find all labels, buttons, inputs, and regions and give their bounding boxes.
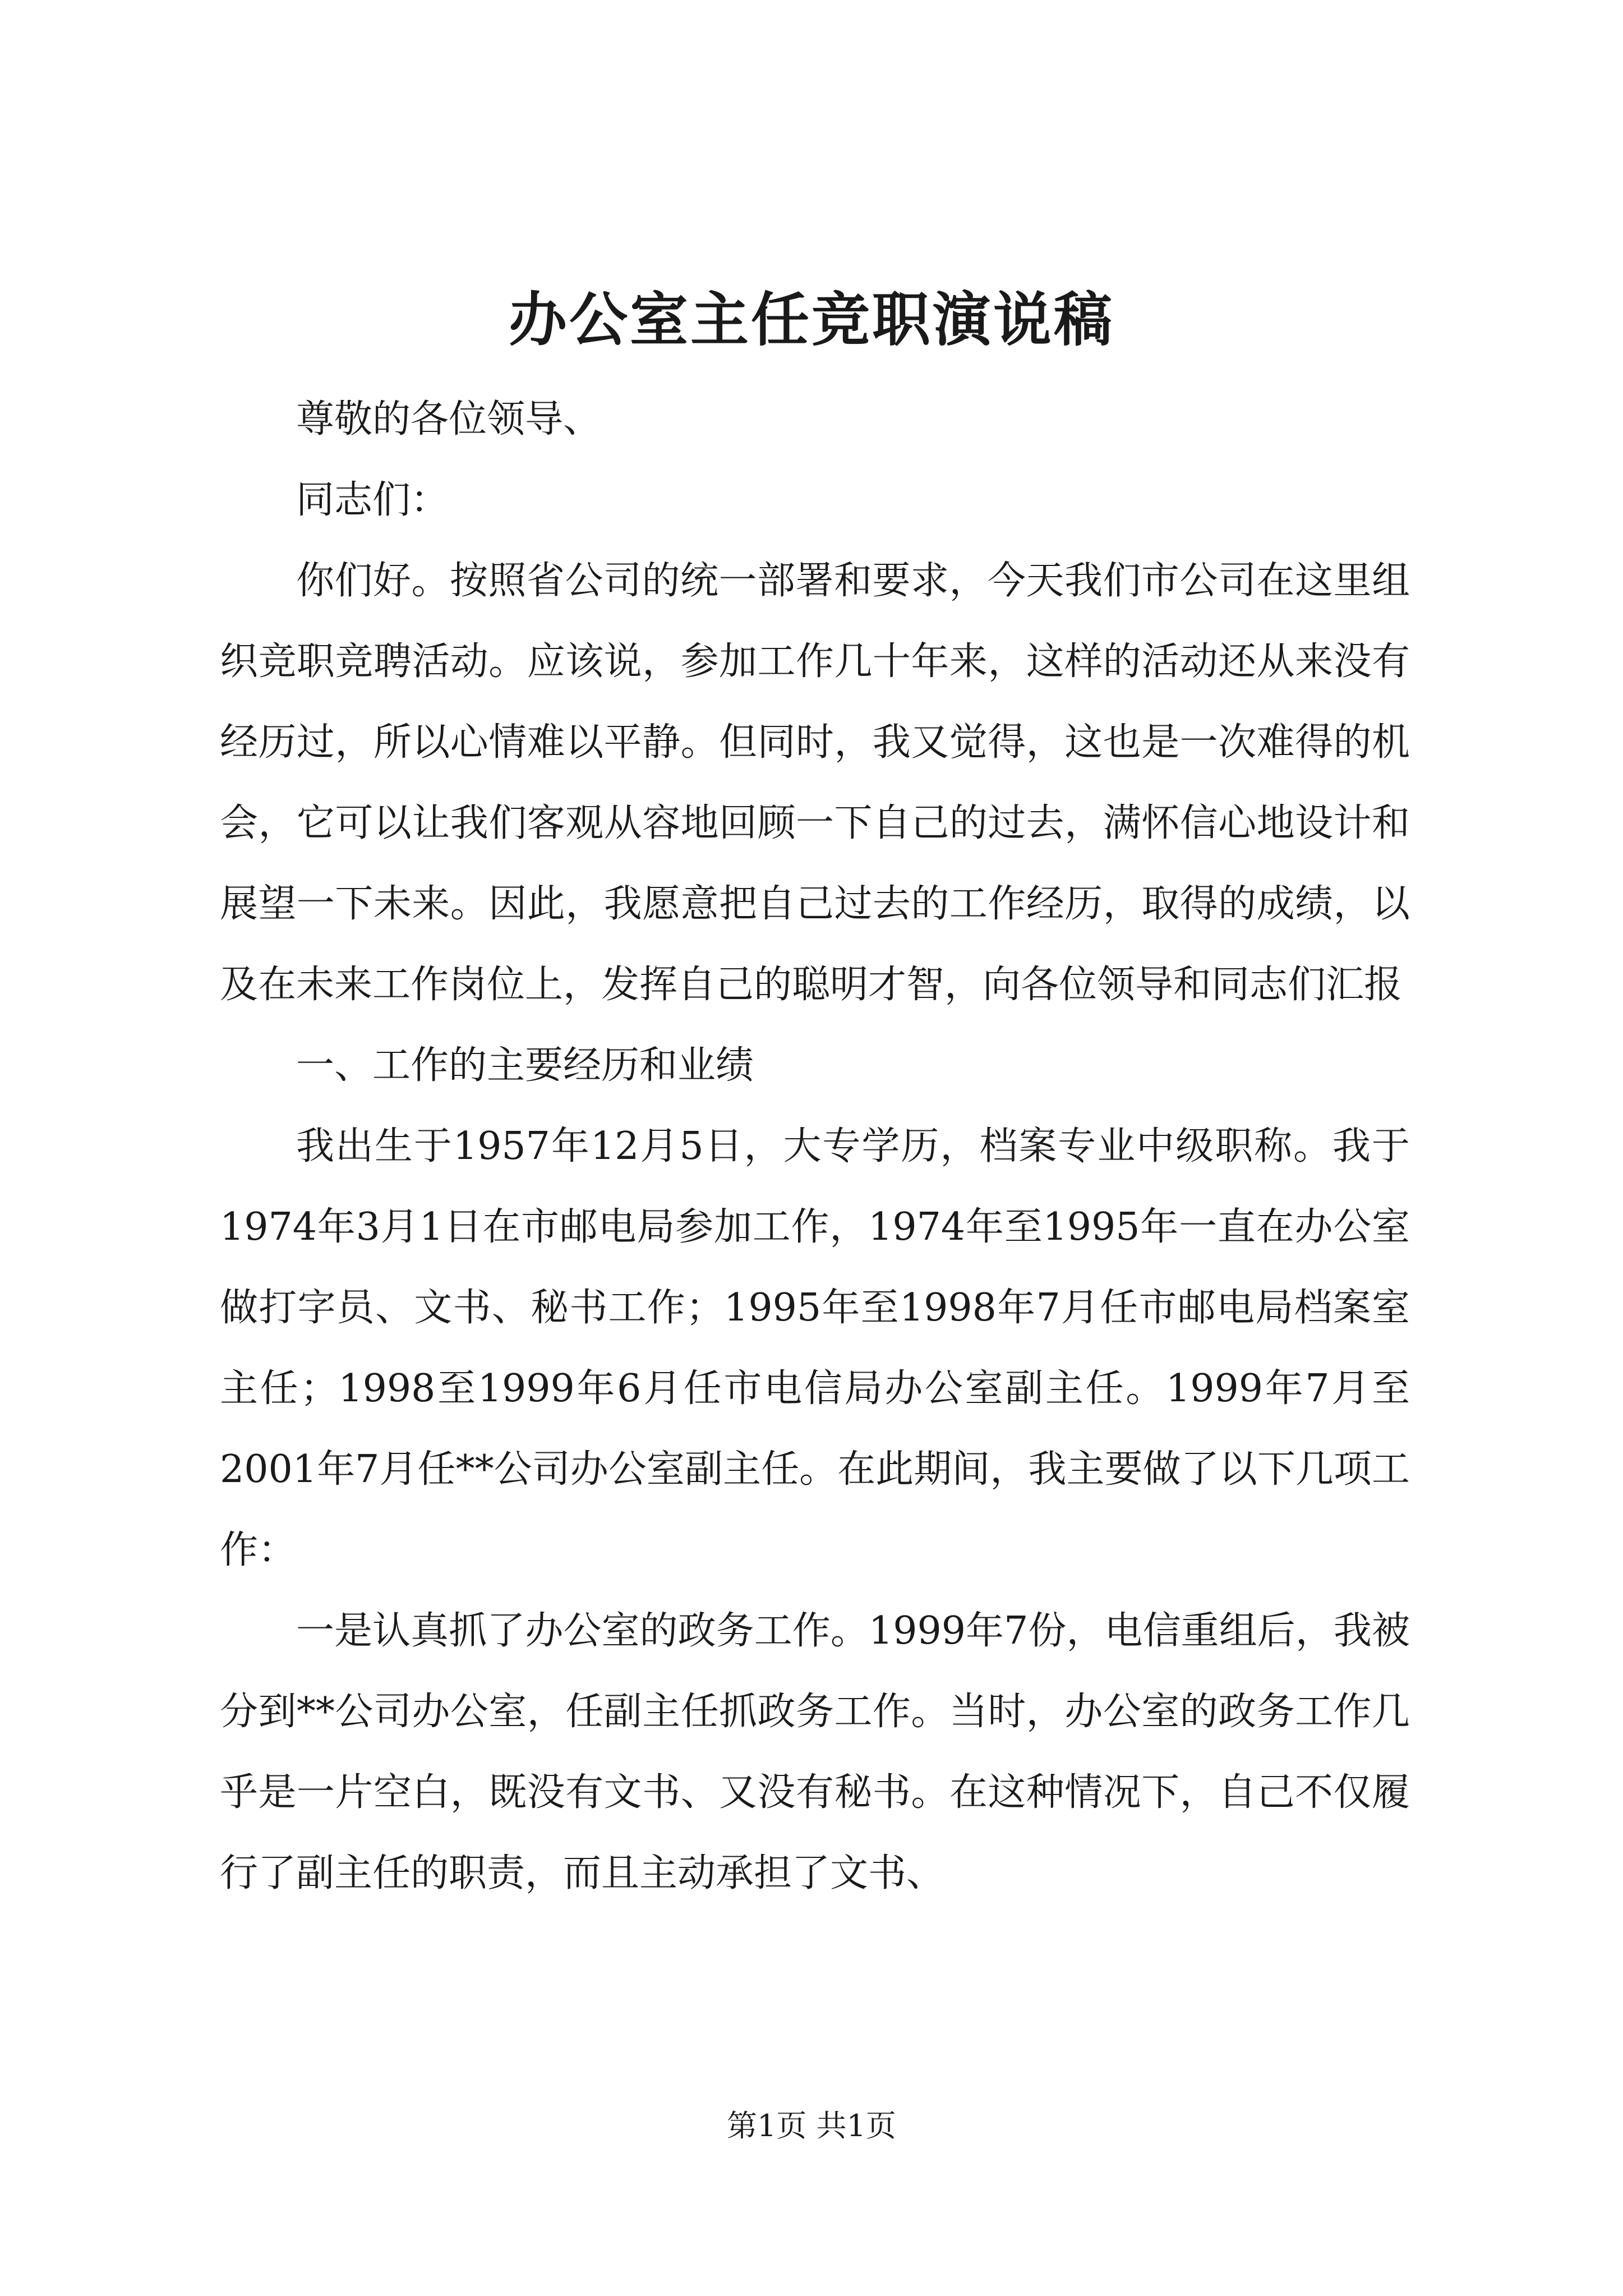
paragraph-experience: 我出生于1957年12月5日，大专学历，档案专业中级职称。我于1974年3月1日在市邮电局参加工作，1974年至1995年一直在办公室做打字员、文书、秘书工作；1995年至1998年7月任市邮电局档案室主任；1998至1999年6月任市电信局办公室副主任。1999年7月至2001年7月任**公司办公室副主任。在此期间，我主要做了以下几项工作： bbox=[220, 1124, 1410, 1572]
document-body bbox=[220, 379, 1410, 1914]
salutation-line-2: 同志们： bbox=[296, 478, 449, 522]
paragraph-work-item-1: 一是认真抓了办公室的政务工作。1999年7份，电信重组后，我被分到**公司办公室，任副主任抓政务工作。当时，办公室的政务工作几乎是一片空白，既没有文书、又没有秘书。在这种情况下，自己不仅履行了副主任的职责，而且主动承担了文书、 bbox=[220, 1609, 1410, 1895]
salutation-line-1: 尊敬的各位领导、 bbox=[296, 397, 602, 441]
page-footer: 第1页 共1页 bbox=[727, 2108, 896, 2143]
document-title: 办公室主任竞职演说稿 bbox=[508, 285, 1114, 354]
paragraph-intro: 你们好。按照省公司的统一部署和要求，今天我们市公司在这里组织竞职竞聘活动。应该说，参加工作几十年来，这样的活动还从来没有经历过，所以心情难以平静。但同时，我又觉得，这也是一次难得的机会，它可以让我们客观从容地回顾一下自己的过去，满怀信心地设计和展望一下未来。因此，我愿意把自己过去的工作经历，取得的成绩，以及在未来工作岗位上，发挥自己的聪明才智，向各位领导和同志们汇报 bbox=[220, 559, 1410, 1007]
section-heading: 一、工作的主要经历和业绩 bbox=[296, 1043, 754, 1088]
